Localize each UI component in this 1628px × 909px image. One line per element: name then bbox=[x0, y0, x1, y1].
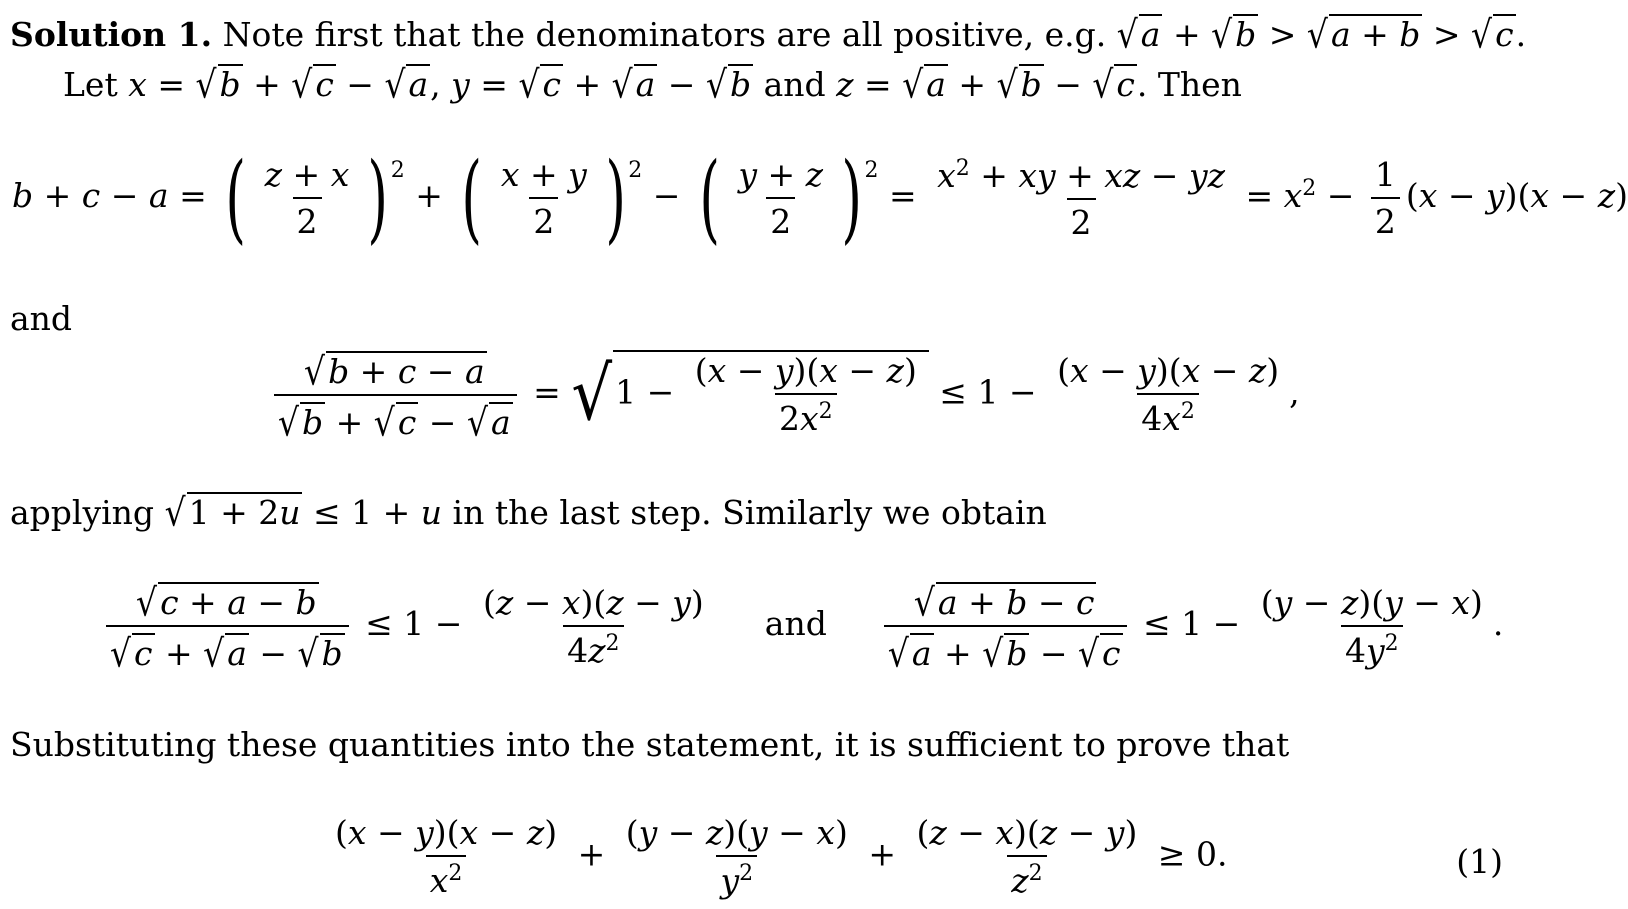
equation-sqrt-bound: $\frac{√b + c - a}{√b + √c - √a}$ = √1 − $\frac{(x - y)(x - z)}{2x^2}$ ≤ 1 − $\frac{(x - y)(x - z)}{4x^2}$ , bbox=[268, 350, 1300, 439]
substituting-text: Substituting these quantities into the statement, it is sufficient to prove that bbox=[10, 725, 1290, 764]
applying-word: applying bbox=[10, 493, 155, 532]
equation-identity: b + c − a = ( $\frac{z + x}{2}$ ) $^2$ + ( $\frac{x + y}{2}$ ) $^2$ − ( $\frac{y + z}{2}$ ) $^2$ = $\frac{x^2 + xy + xz - yz}{2}$ = $x^2$ − $\frac{1}{2}$ (x − y)(x − z) bbox=[12, 142, 1628, 254]
applying-line: applying √1 + 2u ≤ 1 + u in the last step. Similarly we obtain bbox=[10, 490, 1047, 535]
intro-line bbox=[10, 12, 1527, 57]
intro-text: Note first that the denominators are all positive, e.g. bbox=[222, 15, 1107, 54]
and-text: and bbox=[10, 299, 73, 338]
let-word: Let bbox=[63, 65, 118, 104]
and-line bbox=[10, 299, 73, 338]
let-line: Let x = √b + √c − √a, y = √c + √a − √b and z = √a + √b − √c. Then bbox=[63, 62, 1242, 107]
equation-number: (1) bbox=[1456, 842, 1503, 881]
equation-similar-bounds: $\frac{√c + a - b}{√c + √a - √b}$ ≤ 1 − $\frac{(z - x)(z - y)}{4z^2}$ and $\frac{√a + b - c}{√a + √b - √c}$ ≤ 1 − $\frac{(y - z)(y - x)}{4y^2}$ . bbox=[100, 582, 1503, 670]
then-word: Then bbox=[1157, 65, 1242, 104]
let-and-word: and bbox=[763, 65, 826, 104]
applying-rest: in the last step. Similarly we obtain bbox=[452, 493, 1047, 532]
equation-final: $\frac{(x - y)(x - z)}{x^2}$ + $\frac{(y - z)(y - x)}{y^2}$ + $\frac{(z - x)(z - y)}{z^2}$ ≥ 0. bbox=[335, 813, 1228, 900]
intro-inequality: √a + √b > √a + b > √c. bbox=[1116, 12, 1527, 57]
solution-label: Solution 1. bbox=[10, 15, 213, 54]
middle-and-word: and bbox=[764, 604, 827, 643]
substituting-line bbox=[10, 725, 1290, 764]
